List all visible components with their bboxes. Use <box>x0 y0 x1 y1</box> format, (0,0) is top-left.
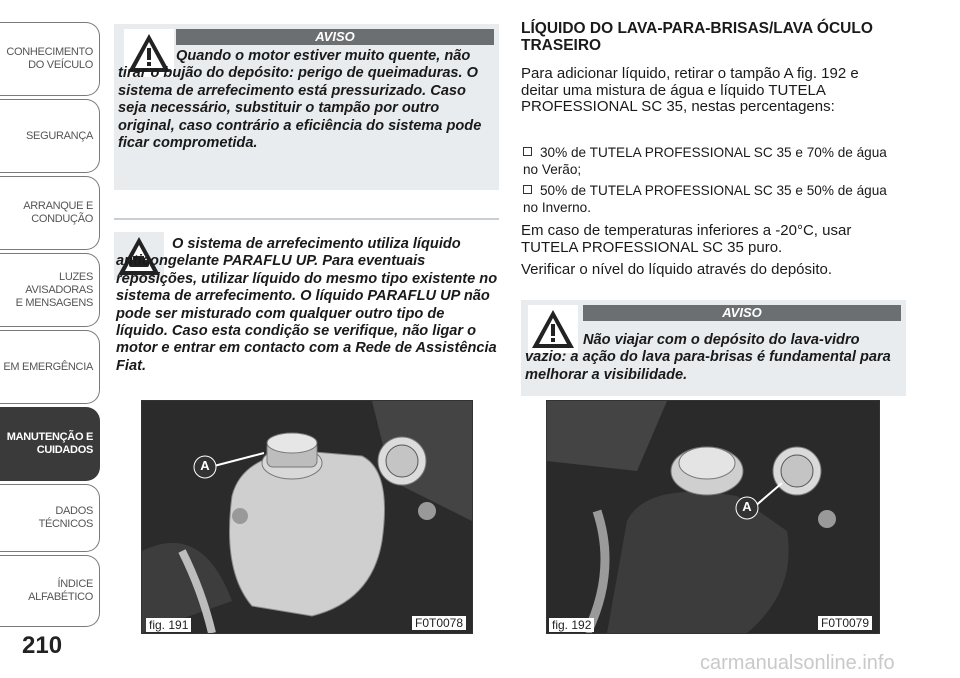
figure-callout-label: A <box>200 458 210 473</box>
figure-caption: fig. 192 <box>549 618 594 632</box>
sidebar-tab-indice[interactable] <box>0 555 100 627</box>
figure-callout-label: A <box>742 499 752 514</box>
sidebar-tab-label: ARRANQUE E CONDUÇÃO <box>23 200 93 225</box>
intro-paragraph: Para adicionar líquido, retirar o tampão A fig. 192 e deitar uma mistura de água e líquido TUTELA PROFESSIONAL SC 35, nestas percentagens: <box>521 65 859 115</box>
temperature-paragraph: Em caso de temperaturas inferiores a -20°C, usar TUTELA PROFESSIONAL SC 35 puro. <box>521 222 852 256</box>
list-item: 30% de TUTELA PROFESSIONAL SC 35 e 70% de água no Verão; <box>523 145 887 177</box>
sidebar-tab-dados-tecnicos[interactable] <box>0 484 100 552</box>
figure-caption: fig. 191 <box>146 618 191 632</box>
sidebar-tab-label: CONHECIMENTO DO VEÍCULO <box>6 46 93 71</box>
warning-box-washer <box>521 300 906 396</box>
sidebar-tab-arranque[interactable] <box>0 176 100 250</box>
checkbox-bullet-icon <box>523 185 532 194</box>
figure-code: F0T0078 <box>412 616 466 630</box>
sidebar-tab-seguranca[interactable] <box>0 99 100 173</box>
sidebar-tab-label: EM EMERGÊNCIA <box>3 360 93 373</box>
figure-191 <box>141 400 473 634</box>
divider <box>114 218 499 220</box>
sidebar-tab-label: MANUTENÇÃO E CUIDADOS <box>6 431 93 456</box>
warning-text: Quando o motor estiver muito quente, não tirar o bujão do depósito: perigo de queimaduras. O sistema de arrefecimento está pressurizado. Caso seja necessário, substituir o tampão por outro original, caso contrário a eficiência do sistema pode ficar comprometida. <box>118 48 482 152</box>
watermark: carmanualsonline.info <box>700 652 895 674</box>
sidebar-tab-luzes[interactable] <box>0 253 100 327</box>
sidebar-tab-manutencao[interactable] <box>0 407 100 481</box>
sidebar-tab-conhecimento[interactable] <box>0 22 100 96</box>
sidebar-tab-label: LUZES AVISADORAS E MENSAGENS <box>15 270 93 309</box>
warning-header: AVISO <box>583 305 901 321</box>
section-heading: LÍQUIDO DO LAVA-PARA-BRISAS/LAVA ÓCULO TRASEIRO <box>521 20 873 54</box>
checkbox-bullet-icon <box>523 147 532 156</box>
warning-header: AVISO <box>176 29 494 45</box>
check-level-paragraph: Verificar o nível do líquido através do depósito. <box>521 261 833 278</box>
sidebar-tab-label: ÍNDICE ALFABÉTICO <box>28 578 93 603</box>
sidebar-tab-emergencia[interactable] <box>0 330 100 404</box>
warning-box-coolant <box>114 24 499 190</box>
sidebar-tab-label: DADOS TÉCNICOS <box>38 505 93 530</box>
sidebar-tab-label: SEGURANÇA <box>26 129 93 142</box>
figure-code: F0T0079 <box>818 616 872 630</box>
warning-text: Não viajar com o depósito do lava-vidro vazio: a ação do lava para-brisas é fundamental para melhorar a visibilidade. <box>525 332 891 383</box>
page-number: 210 <box>22 632 63 659</box>
list-item: 50% de TUTELA PROFESSIONAL SC 35 e 50% de água no Inverno. <box>523 183 887 215</box>
figure-192 <box>546 400 880 634</box>
coolant-note-text: O sistema de arrefecimento utiliza líquido anticongelante PARAFLU UP. Para eventuais reposições, utilizar líquido do mesmo tipo existente no sistema de arrefecimento. O líquido PARAFLU UP não pode ser misturado com qualquer outro tipo de líquido. Caso esta condição se verifique, não ligar o motor e entrar em contacto com a Rede de Assistência Fiat. <box>116 236 498 374</box>
